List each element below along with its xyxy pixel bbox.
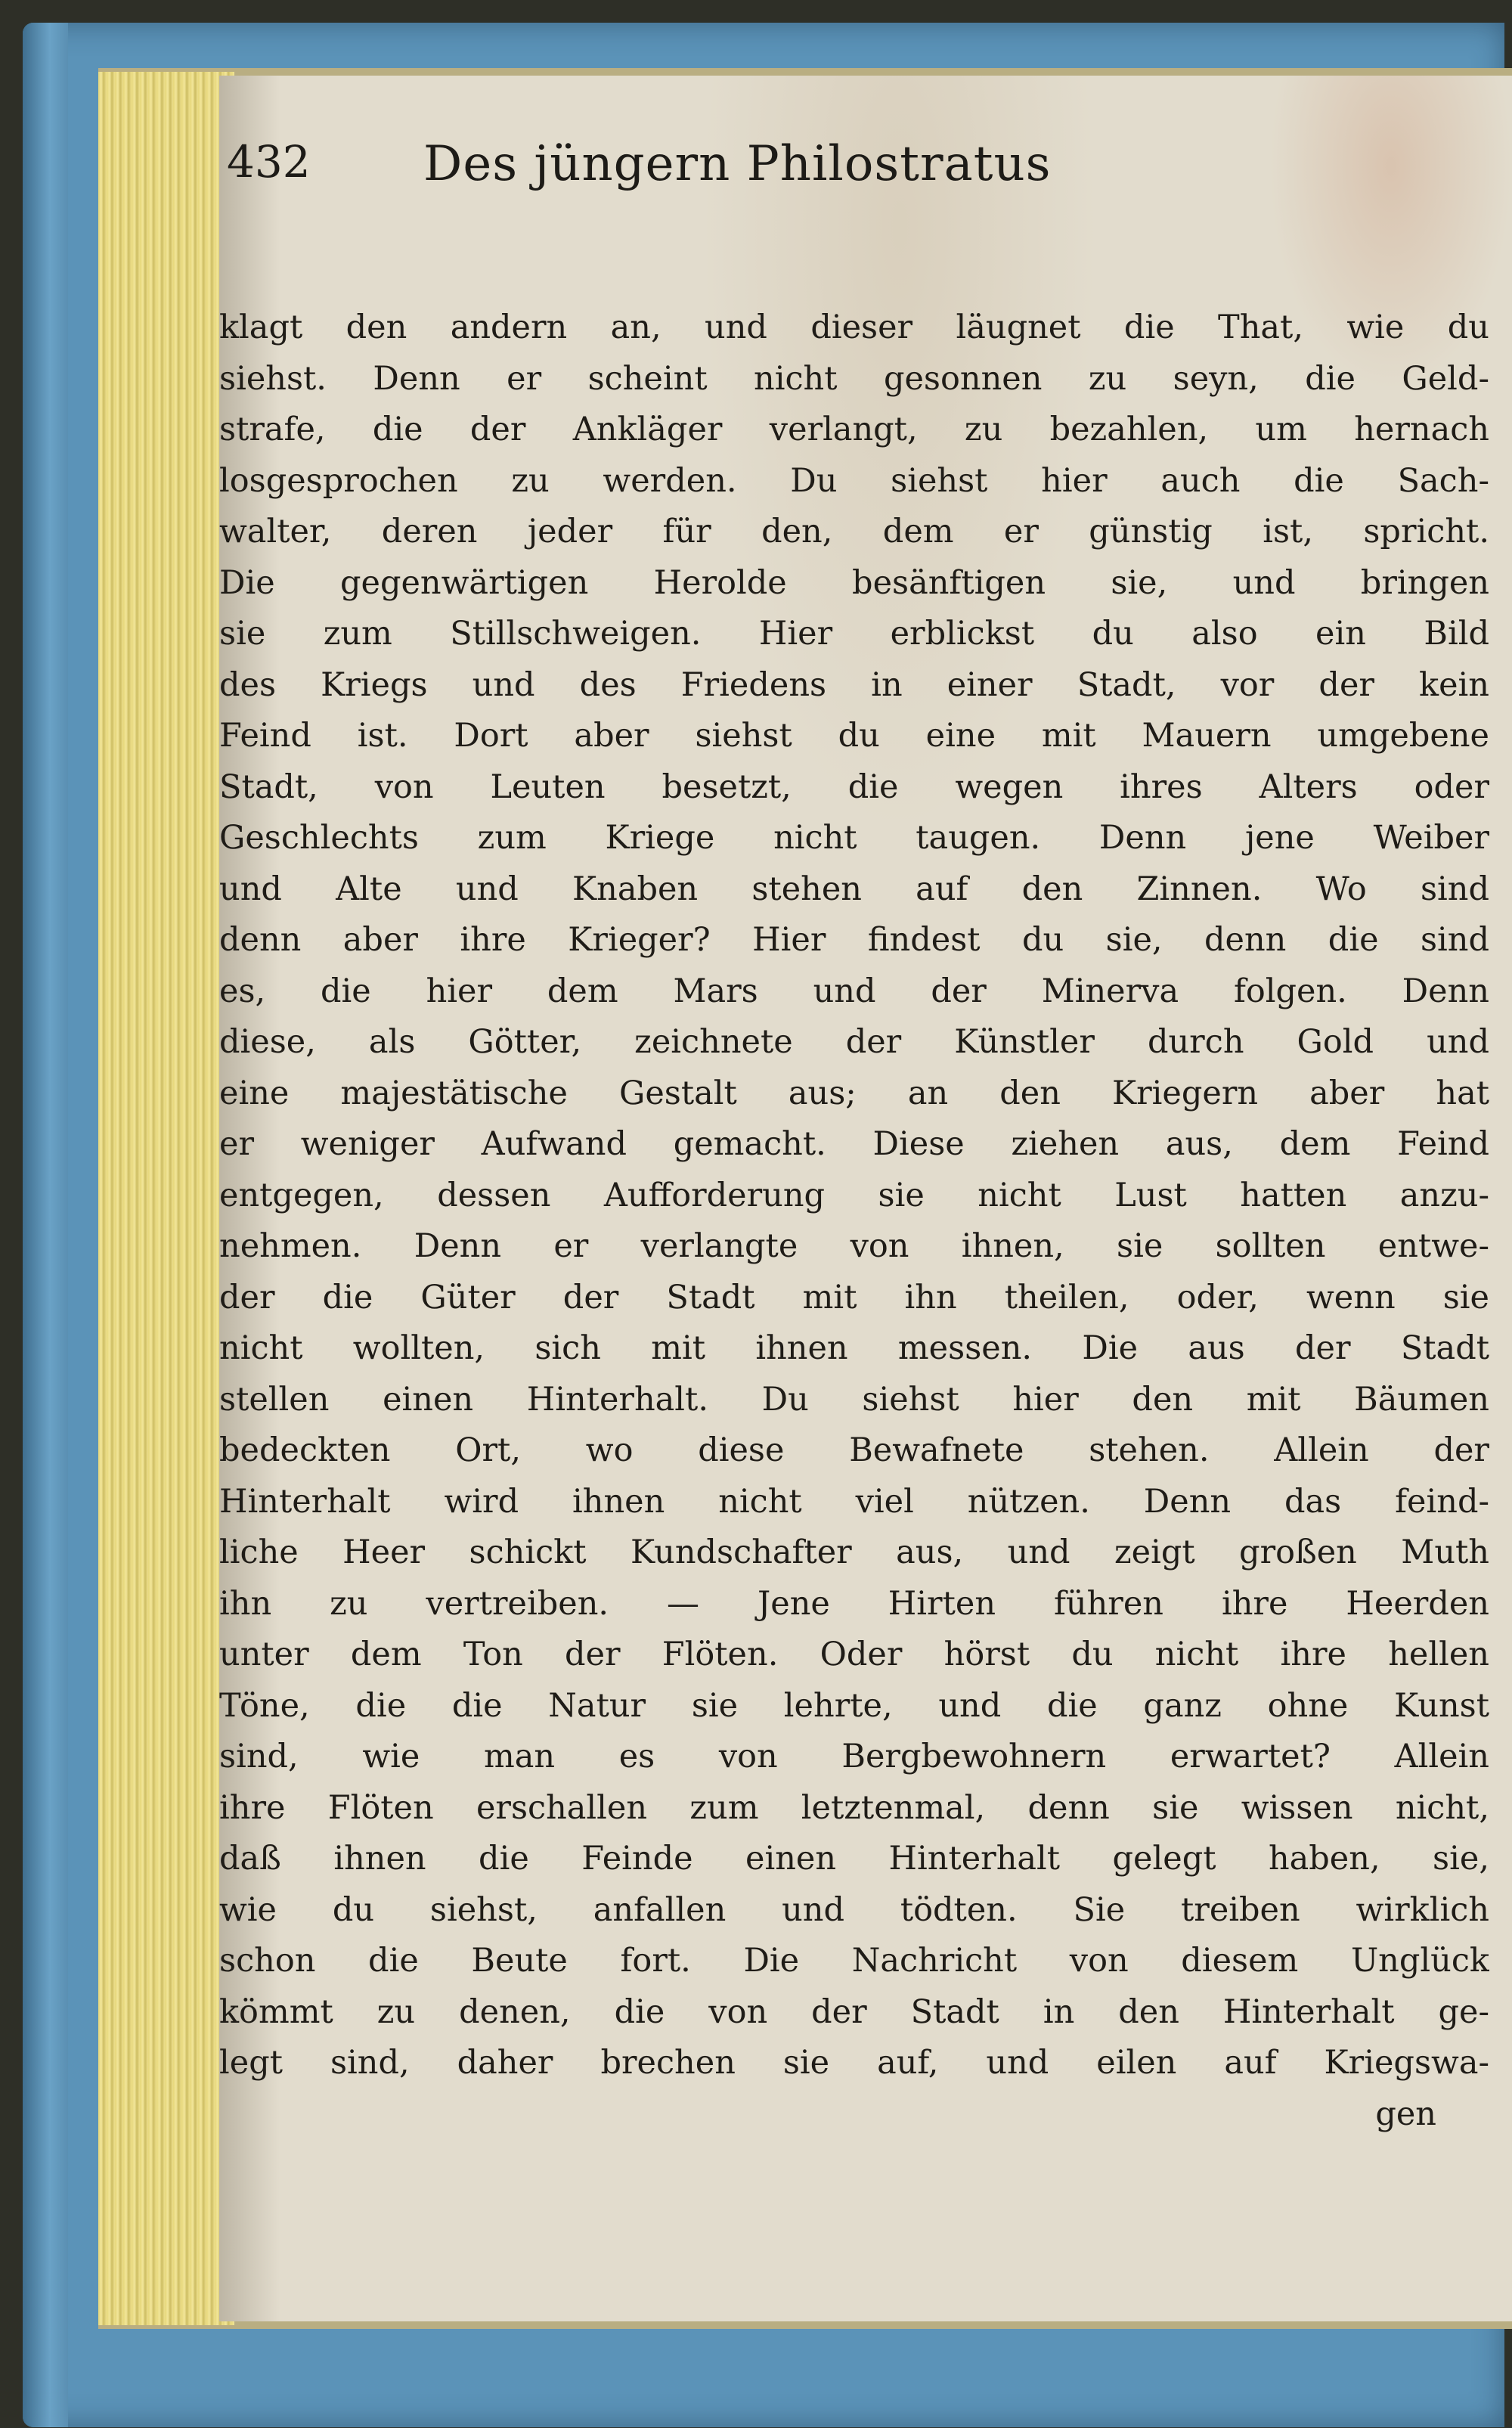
text-line: unter dem Ton der Flöten. Oder hörst du nicht ihre hellen	[219, 1636, 1489, 1673]
text-line: losgesprochen zu werden. Du siehst hier auch die Sach-	[219, 461, 1489, 500]
text-line: Hinterhalt wird ihnen nicht viel nützen. Denn das feind-	[219, 1482, 1489, 1521]
catchword: gen	[1375, 2095, 1436, 2133]
text-line: schon die Beute fort. Die Nachricht von diesem Unglück	[219, 1942, 1489, 1980]
text-line: legt sind, daher brechen sie auf, und eilen auf Kriegswa-	[219, 2044, 1489, 2082]
text-line: es, die hier dem Mars und der Minerva folgen. Denn	[219, 972, 1489, 1010]
text-line: klagt den andern an, und dieser läugnet die That, wie du	[219, 309, 1489, 346]
text-line: ihn zu vertreiben. — Jene Hirten führen ihre Heerden	[219, 1584, 1489, 1623]
text-line: diese, als Götter, zeichnete der Künstler durch Gold und	[219, 1023, 1489, 1061]
text-line: Töne, die die Natur sie lehrte, und die ganz ohne Kunst	[219, 1686, 1489, 1725]
text-line: und Alte und Knaben stehen auf den Zinnen. Wo sind	[219, 870, 1489, 908]
text-line: Geschlechts zum Kriege nicht taugen. Denn jene Weiber	[219, 819, 1489, 857]
text-line: denn aber ihre Krieger? Hier findest du sie, denn die sind	[219, 921, 1489, 959]
text-line: walter, deren jeder für den, dem er günstig ist, spricht.	[219, 513, 1489, 550]
text-line: strafe, die der Ankläger verlangt, zu bezahlen, um hernach	[219, 411, 1489, 448]
page-number: 432	[227, 136, 311, 188]
text-line: siehst. Denn er scheint nicht gesonnen zu seyn, die Geld-	[219, 359, 1489, 398]
book-cover-edge	[23, 23, 68, 2427]
text-line: Die gegenwärtigen Herolde besänftigen sie, und bringen	[219, 563, 1489, 602]
text-line: er weniger Aufwand gemacht. Diese ziehen aus, dem Feind	[219, 1125, 1489, 1163]
text-line: eine majestätische Gestalt aus; an den Kriegern aber hat	[219, 1074, 1489, 1112]
text-line: liche Heer schickt Kundschafter aus, und zeigt großen Muth	[219, 1533, 1489, 1571]
page-edges	[98, 72, 234, 2325]
text-line: der die Güter der Stadt mit ihn theilen, oder, wenn sie	[219, 1278, 1489, 1316]
text-line: ihre Flöten erschallen zum letztenmal, denn sie wissen nicht,	[219, 1788, 1489, 1827]
text-line: sind, wie man es von Bergbewohnern erwartet? Allein	[219, 1738, 1489, 1775]
text-line: Feind ist. Dort aber siehst du eine mit Mauern umgebene	[219, 717, 1489, 755]
body-text	[219, 302, 1489, 2140]
text-line: Stadt, von Leuten besetzt, die wegen ihres Alters oder	[219, 767, 1489, 806]
text-line: nehmen. Denn er verlangte von ihnen, sie sollten entwe-	[219, 1227, 1489, 1265]
running-head: Des jüngern Philostratus	[423, 136, 1052, 192]
text-line: stellen einen Hinterhalt. Du siehst hier den mit Bäumen	[219, 1380, 1489, 1419]
text-line: daß ihnen die Feinde einen Hinterhalt gelegt haben, sie,	[219, 1840, 1489, 1878]
page-header	[227, 136, 1270, 227]
text-line: wie du siehst, anfallen und tödten. Sie treiben wirklich	[219, 1890, 1489, 1929]
text-line: entgegen, dessen Aufforderung sie nicht Lust hatten anzu-	[219, 1176, 1489, 1214]
text-line: nicht wollten, sich mit ihnen messen. Die aus der Stadt	[219, 1329, 1489, 1367]
text-line: des Kriegs und des Friedens in einer Stadt, vor der kein	[219, 665, 1489, 704]
text-line: kömmt zu denen, die von der Stadt in den Hinterhalt ge-	[219, 1992, 1489, 2031]
text-line: bedeckten Ort, wo diese Bewafnete stehen. Allein der	[219, 1431, 1489, 1469]
text-line: sie zum Stillschweigen. Hier erblickst du also ein Bild	[219, 615, 1489, 653]
